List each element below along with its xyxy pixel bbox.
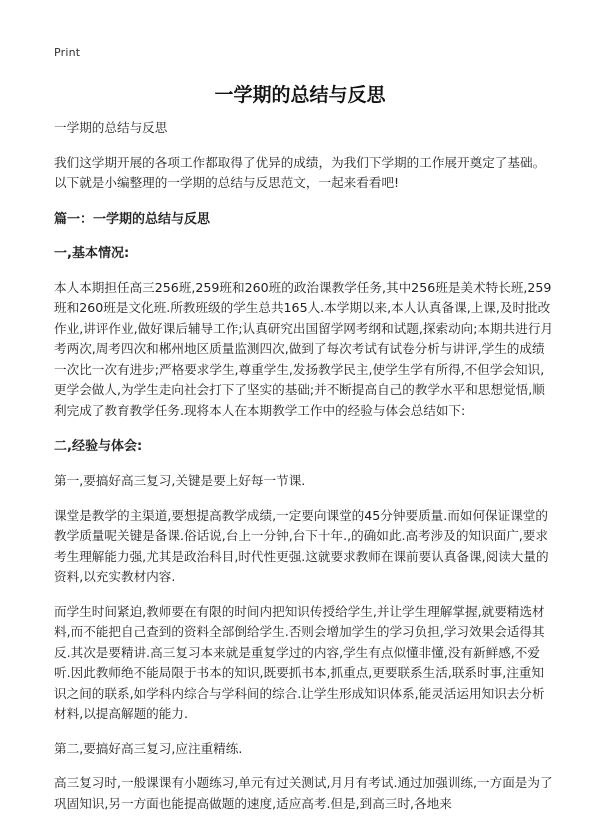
intro-paragraph: 我们这学期开展的各项工作都取得了优异的成绩，为我们下学期的工作展开奠定了基础。以下就是小编整理的一学期的总结与反思范文，一起来看看吧! [54,154,546,190]
classroom-paragraph: 课堂是教学的主渠道,要想提高教学成绩,一定要向课堂的45分钟要质量.而如何保证课堂的教学质量呢关键是备课.俗话说,台上一分钟,台下十年.,的确如此.高考涉及的知识面广,要求考生理解能力强,尤其是政治科目,时代性更强.这就要求教师在课前要认真备课,阅读大量的资料,以充实教材内容. [54,507,549,584]
section-heading-experience: 二,经验与体会: [54,439,143,454]
practice-paragraph: 高三复习时,一般课课有小题练习,单元有过关测试,月月有考试.通过加强训练,一方面是为了巩固知识,另一方面也能提高做题的速度,适应高考.但是,到高三时,各地来 [54,775,553,811]
print-link[interactable]: Print [54,46,81,59]
point-one: 第一,要搞好高三复习,关键是要上好每一节课. [54,473,306,488]
time-paragraph: 而学生时间紧迫,教师要在有限的时间内把知识传授给学生,并让学生理解掌握,就要精选材料,而不能把自己查到的资料全部倒给学生.否则会增加学生的学习负担,学习效果会适得其反.其次是要精讲.高三复习本来就是重复学过的内容,学生有点似懂非懂,没有新鲜感,不爱听.因此教师绝不能局限于书本的知识,既要抓书本,抓重点,更要联系生活,联系时事,注重知识之间的联系,如学科内综合与学科间的综合.让学生形成知识体系,能灵活运用知识去分析材料,以提高解题的能力. [54,603,545,721]
article-body [54,118,554,814]
basic-situation-paragraph: 本人本期担任高三256班,259班和260班的政治课教学任务,其中256班是美术特长班,259班和260班是文化班.所教班级的学生总共165人.本学期以来,本人认真备课,上课,及时批改作业,讲评作业,做好课后辅导工作;认真研究出国留学网考纲和试题,探索动向;本期共进行月考两次,周考四次和郴州地区质量监测四次,做到了每次考试有试卷分析与讲评,学生的成绩一次比一次有进步;严格要求学生,尊重学生,发扬教学民主,使学生学有所得,不但学会知识,更学会做人,为学生走向社会打下了坚实的基础;并不断提高自己的教学水平和思想觉悟,顺利完成了教育教学任务.现将本人在本期教学工作中的经验与体会总结如下: [54,279,554,418]
point-two: 第二,要搞好高三复习,应注重精练. [54,740,243,756]
article-subtitle: 一学期的总结与反思 [54,120,168,135]
section-heading-basic: 一,基本情况: [54,245,130,261]
page-title: 一学期的总结与反思 [214,84,386,106]
part-heading: 篇一：一学期的总结与反思 [54,211,211,227]
